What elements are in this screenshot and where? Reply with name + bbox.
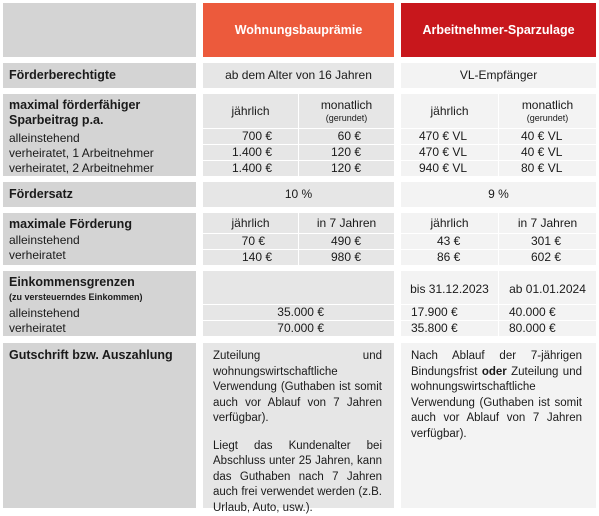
label-einkommensgrenzen: Einkommensgrenzen (zu versteuerndes Einkommen) alleinstehend verheiratet bbox=[3, 271, 196, 336]
foerderberechtigte-ans: VL-Empfänger bbox=[401, 63, 596, 88]
sparbeitrag-ans-m-0: 40 € VL bbox=[499, 129, 596, 144]
sparbeitrag-wbp-j-2: 1.400 € bbox=[203, 161, 298, 176]
sparbeitrag-ans-j-0: 470 € VL bbox=[401, 129, 498, 144]
label-gutschrift: Gutschrift bzw. Auszahlung bbox=[3, 343, 196, 508]
einkommen-wbp-0: 35.000 € bbox=[203, 305, 394, 320]
foerderung-wbp-7-1: 980 € bbox=[299, 250, 394, 265]
einkommen-wbp-1: 70.000 € bbox=[203, 321, 394, 336]
einkommen-ans-bis-1: 35.800 € bbox=[401, 321, 498, 336]
sparbeitrag-wbp-m-2: 120 € bbox=[299, 161, 394, 176]
foerderung-wbp-jaehrlich-head: jährlich bbox=[203, 213, 298, 233]
foerderung-ans-j-0: 43 € bbox=[401, 234, 498, 249]
gutschrift-wbp: Zuteilung und wohnungswirtschaftliche Verwendung (Guthaben ist somit auch vor Ablauf von 7 Jahren verfügbar). Liegt das Kundenalter bei Abschluss unter 25 Jahren, kann das Guthaben nach 7 Jahren auch frei verwendet werden (z.B. Urlaub, Auto, usw.). bbox=[203, 343, 394, 508]
foerderung-wbp-7jahre-head: in 7 Jahren bbox=[299, 213, 394, 233]
sparbeitrag-ans-m-1: 40 € VL bbox=[499, 145, 596, 160]
sparbeitrag-wbp-j-1: 1.400 € bbox=[203, 145, 298, 160]
foerderung-ans-jaehrlich-head: jährlich bbox=[401, 213, 498, 233]
foerderung-ans-7-1: 602 € bbox=[499, 250, 596, 265]
foerdersatz-ans: 9 % bbox=[401, 182, 596, 207]
foerderung-ans-7jahre-head: in 7 Jahren bbox=[499, 213, 596, 233]
sparbeitrag-wbp-j-0: 700 € bbox=[203, 129, 298, 144]
gutschrift-ans bbox=[401, 343, 596, 508]
gutschrift-ans-text: Nach Ablauf der 7-jährigen Bindungsfrist oder Zuteilung und wohnungswirtschaftliche Verwendung (Guthaben ist somit auch vor Ablauf von 7 Jahren verfügbar). bbox=[411, 350, 582, 440]
sparbeitrag-wbp-monatlich-head: monatlich (gerundet) bbox=[299, 94, 394, 128]
einkommen-ans-ab-0: 40.000 € bbox=[499, 305, 596, 320]
sparbeitrag-wbp-jaehrlich-head: jährlich bbox=[203, 94, 298, 128]
sparbeitrag-wbp-m-1: 120 € bbox=[299, 145, 394, 160]
foerderung-ans-j-1: 86 € bbox=[401, 250, 498, 265]
foerderung-ans-7-0: 301 € bbox=[499, 234, 596, 249]
foerderung-wbp-j-1: 140 € bbox=[203, 250, 298, 265]
einkommen-ans-ab-1: 80.000 € bbox=[499, 321, 596, 336]
einkommen-ans-bis-head: bis 31.12.2023 bbox=[401, 271, 498, 304]
foerderung-wbp-7-0: 490 € bbox=[299, 234, 394, 249]
label-sparbeitrag: maximal förderfähiger Sparbeitrag p.a. alleinstehend verheiratet, 1 Arbeitnehmer verheiratet, 2 Arbeitnehmer bbox=[3, 94, 196, 176]
einkommen-ans-bis-0: 17.900 € bbox=[401, 305, 498, 320]
label-maximale-foerderung: maximale Förderung alleinstehend verheiratet bbox=[3, 213, 196, 265]
label-foerderberechtigte: Förderberechtigte bbox=[3, 63, 196, 88]
header-wohnungsbaupraemie: Wohnungsbauprämie bbox=[203, 3, 394, 57]
foerderberechtigte-wbp: ab dem Alter von 16 Jahren bbox=[203, 63, 394, 88]
header-arbeitnehmer-sparzulage: Arbeitnehmer-Sparzulage bbox=[401, 3, 596, 57]
header-empty-cell bbox=[3, 3, 196, 57]
foerderung-wbp-j-0: 70 € bbox=[203, 234, 298, 249]
sparbeitrag-ans-j-1: 470 € VL bbox=[401, 145, 498, 160]
einkommen-wbp-head bbox=[203, 271, 394, 304]
foerdersatz-wbp: 10 % bbox=[203, 182, 394, 207]
sparbeitrag-ans-m-2: 80 € VL bbox=[499, 161, 596, 176]
label-foerdersatz: Fördersatz bbox=[3, 182, 196, 207]
sparbeitrag-wbp-m-0: 60 € bbox=[299, 129, 394, 144]
sparbeitrag-ans-jaehrlich-head: jährlich bbox=[401, 94, 498, 128]
einkommen-ans-ab-head: ab 01.01.2024 bbox=[499, 271, 596, 304]
sparbeitrag-ans-j-2: 940 € VL bbox=[401, 161, 498, 176]
sparbeitrag-ans-monatlich-head: monatlich (gerundet) bbox=[499, 94, 596, 128]
